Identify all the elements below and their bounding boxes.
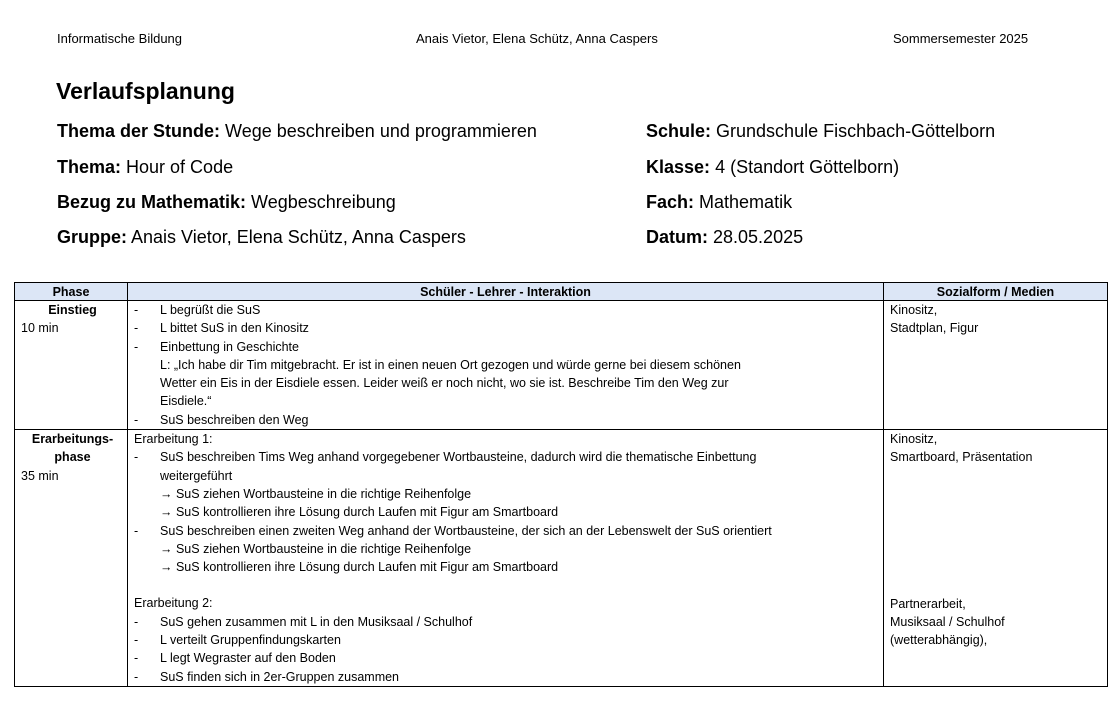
spacer — [134, 576, 880, 594]
sozialform-line: Musiksaal / Schulhof — [890, 614, 1005, 629]
arrow-line: → SuS ziehen Wortbausteine in die richtige Reihenfolge — [160, 486, 472, 501]
meta-label: Schule: — [646, 121, 712, 141]
section-heading: Erarbeitung 2: — [134, 596, 213, 611]
phase-name: Einstieg — [48, 303, 97, 317]
phase-name: Erarbeitungs- — [31, 432, 114, 447]
interaction-list — [134, 613, 880, 686]
list-item: - SuS finden sich in 2er-Gruppen zusammen — [134, 668, 880, 686]
meta-klasse — [646, 157, 899, 178]
header-course: Informatische Bildung — [57, 31, 183, 46]
meta-gruppe — [57, 227, 466, 248]
list-item: - SuS gehen zusammen mit L in den Musiksaal / Schulhof — [134, 613, 880, 631]
phase-cell — [15, 430, 128, 687]
list-item: - L begrüßt die SuS — [134, 301, 880, 319]
story-quote-line: Wetter ein Eis in der Eisdiele essen. Leider weiß er noch nicht, wo sie ist. Beschreibe Tim den Weg zur — [160, 376, 729, 391]
meta-value: 28.05.2025 — [713, 227, 804, 247]
sozialform-line: (wetterabhängig), — [890, 633, 988, 648]
interaction-list — [134, 411, 880, 429]
story-quote-line: L: „Ich habe dir Tim mitgebracht. Er ist in einen neuen Ort gezogen und würde gerne bei diesem schönen — [160, 357, 741, 372]
col-header-sozialform: Sozialform / Medien — [884, 283, 1108, 301]
meta-fach — [646, 192, 792, 213]
meta-label: Bezug zu Mathematik: — [57, 192, 247, 212]
meta-label: Datum: — [646, 227, 708, 247]
meta-label: Thema der Stunde: — [57, 121, 221, 141]
list-item: - SuS beschreiben den Weg — [134, 411, 880, 429]
sozialform-line: Kinositz, — [890, 303, 938, 317]
meta-label: Thema: — [57, 157, 122, 177]
meta-label: Gruppe: — [57, 227, 127, 247]
meta-label: Klasse: — [646, 157, 711, 177]
list-continuation: weitergeführt — [160, 468, 233, 483]
story-quote-line: Eisdiele.“ — [160, 394, 212, 409]
interaction-list — [134, 448, 880, 466]
sozialform-line: Partnerarbeit, — [890, 596, 966, 611]
meta-value: Mathematik — [699, 192, 793, 212]
arrow-line: → SuS kontrollieren ihre Lösung durch Laufen mit Figur am Smartboard — [160, 560, 559, 575]
meta-value: Wege beschreiben und programmieren — [225, 121, 537, 141]
list-item: - SuS beschreiben Tims Weg anhand vorgegebener Wortbausteine, dadurch wird die thematische Einbettung — [134, 448, 880, 466]
header-semester: Sommersemester 2025 — [893, 31, 1029, 46]
meta-value: 4 (Standort Göttelborn) — [715, 157, 900, 177]
arrow-line: → SuS ziehen Wortbausteine in die richtige Reihenfolge — [160, 541, 472, 556]
meta-schule — [646, 121, 995, 142]
sozialform-line: Stadtplan, Figur — [890, 321, 979, 336]
meta-value: Hour of Code — [126, 157, 234, 177]
col-header-phase: Phase — [15, 283, 128, 301]
meta-value: Wegbeschreibung — [251, 192, 396, 212]
meta-thema-stunde — [57, 121, 537, 142]
list-item: - L legt Wegraster auf den Boden — [134, 649, 880, 667]
table-row-erarbeitung — [15, 430, 1108, 687]
list-item: - Einbettung in Geschichte — [134, 338, 880, 356]
phase-time: 35 min — [21, 468, 59, 483]
meta-label: Fach: — [646, 192, 695, 212]
section-heading: Erarbeitung 1: — [134, 432, 213, 447]
interaction-list — [134, 522, 880, 540]
page-title: Verlaufsplanung — [56, 78, 235, 104]
arrow-line: → SuS kontrollieren ihre Lösung durch Laufen mit Figur am Smartboard — [160, 505, 559, 520]
sozialform-line: Kinositz, — [890, 432, 938, 447]
phase-name: phase — [54, 450, 91, 465]
meta-bezug — [57, 192, 396, 213]
list-item: - SuS beschreiben einen zweiten Weg anhand der Wortbausteine, der sich an der Lebenswelt der SuS orientiert — [134, 522, 880, 540]
sozialform-cell — [884, 430, 1108, 687]
lesson-plan-table — [14, 282, 1108, 687]
col-header-interaktion: Schüler - Lehrer - Interaktion — [128, 283, 884, 301]
header-authors: Anais Vietor, Elena Schütz, Anna Caspers — [416, 31, 658, 46]
spacer — [890, 467, 1104, 595]
phase-time: 10 min — [21, 321, 59, 336]
table-row-einstieg — [15, 301, 1108, 430]
list-item: - L verteilt Gruppenfindungskarten — [134, 631, 880, 649]
interaction-list — [134, 301, 880, 356]
table-header-row — [15, 283, 1108, 301]
interaction-cell — [128, 301, 884, 430]
interaction-cell — [128, 430, 884, 687]
sozialform-line: Smartboard, Präsentation — [890, 450, 1033, 465]
meta-value: Grundschule Fischbach-Göttelborn — [716, 121, 996, 141]
phase-cell — [15, 301, 128, 430]
meta-thema — [57, 157, 233, 178]
meta-datum — [646, 227, 803, 248]
list-item: - L bittet SuS in den Kinositz — [134, 319, 880, 337]
meta-value: Anais Vietor, Elena Schütz, Anna Caspers — [131, 227, 466, 247]
sozialform-cell — [884, 301, 1108, 430]
